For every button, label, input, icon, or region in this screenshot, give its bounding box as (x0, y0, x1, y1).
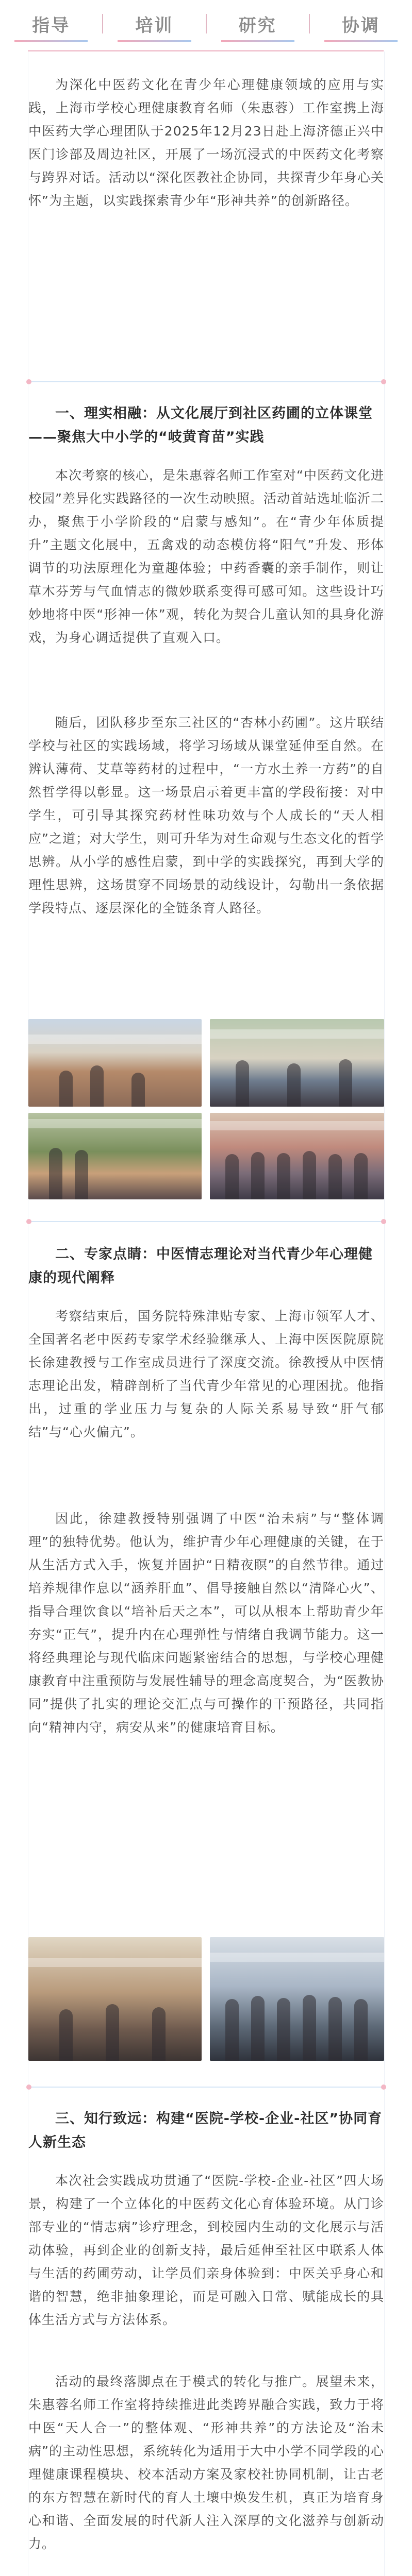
section3-heading: 三、知行致远：构建“医院-学校-企业-社区”协同育人新生态 (28, 2111, 383, 2150)
section1-heading: 一、理实相融：从文化展厅到社区药圃的立体课堂——聚焦大中小学的“岐黄育苗”实践 (28, 405, 373, 445)
section3-paragraph-2: 活动的最终落脚点在于模式的转化与推广。展望未来，朱惠蓉名师工作室将持续推进此类跨界融合实践，致力于将中医“天人合一”的整体观、“形神共养”的方法论及“治未病”的主动性思想，系统转化为适用于大中小学不同学段的心理健康课程模块、校本活动方案及家校社协同机制，让古老的东方智慧在新时代的育人土壤中焕发生机，真正为培育身心和谐、全面发展的时代新人注入深厚的文化滋养与创新动力。 (28, 2374, 384, 2551)
photo-group-visit (210, 1019, 384, 1107)
article-card (28, 52, 385, 2576)
section2-heading: 二、专家点睛：中医情志理论对当代青少年心理健康的现代阐释 (28, 1246, 373, 1286)
tab-training[interactable]: 培训 (103, 0, 205, 47)
photo-group-portrait (210, 1113, 384, 1199)
section1-paragraph-2: 随后，团队移步至东三社区的“杏林小药圃”。这片联结学校与社区的实践场域，将学习场域从课堂延伸至自然。在辨认薄荷、艾草等药材的过程中，“一方水土养一方药”的自然哲学得以彰显。这一场景启示着更丰富的学段衔接：对中学生，可引导其探究药材性味功效与个人成长的“天人相应”之道；对大学生，则可升华为对生命观与生态文化的哲学思辨。从小学的感性启蒙，到中学的实践探究，再到大学的理性思辨，这场贯穿不同场景的动线设计，勾勒出一条依据学段特点、逐层深化的全链条育人路径。 (28, 715, 384, 916)
photo-exhibition-hall (28, 1019, 202, 1107)
section2-paragraph-2: 因此，徐建教授特别强调了中医“治未病”与“整体调理”的独特优势。他认为，维护青少年心理健康的关键，在于从生活方式入手，恢复并固护“日精夜瞑”的自然节律。通过培养规律作息以“涵养肝血”、倡导接触自然以“清降心火”、指导合理饮食以“培补后天之本”，可以从根本上帮助青少年夯实“正气”，提升内在心理弹性与情绪自我调节能力。这一将经典理论与现代临床问题紧密结合的思想，与学校心理健康教育中注重预防与发展性辅导的理念高度契合，为“医教协同”提供了扎实的理论交汇点与可操作的干预路径，共同指向“精神内守，病安从来”的健康培育目标。 (28, 1511, 384, 1735)
photo-expert-group (210, 1937, 384, 2061)
section1-paragraph-1: 本次考察的核心，是朱惠蓉名师工作室对“中医药文化进校园”差异化实践路径的一次生动映照。活动首站选址临沂二办，聚焦于小学阶段的“启蒙与感知”。在“青少年体质提升”主题文化展中，五禽戏的动态模仿将“阳气”升发、形体调节的功法原理化为童趣体验；中药香囊的亲手制作，则让草木芬芳与气血情志的微妙联系变得可感可知。这些设计巧妙地将中医“形神一体”观，转化为契合儿童认知的具身化游戏，为身心调适提供了直观入口。 (28, 468, 384, 645)
tab-guidance[interactable]: 指导 (0, 0, 102, 47)
photo-herb-garden (28, 1113, 202, 1199)
section-divider (28, 2087, 384, 2088)
tab-bar (0, 0, 412, 47)
photo-expert-discussion (28, 1937, 202, 2061)
tab-research[interactable]: 研究 (207, 0, 309, 47)
section3-paragraph-1: 本次社会实践成功贯通了“医院-学校-企业-社区”四大场景，构建了一个立体化的中医药文化心育体验环境。从门诊部专业的“情志病”诊疗理念，到校园内生动的文化展示与活动体验，再到企业的创新支持，最后延伸至社区中联系人体与生活的药圃劳动，让学员们亲身体验到：中医关乎身心和谐的智慧，绝非抽象理论，而是可融入日常、赋能成长的具体生活方式与方法体系。 (28, 2173, 384, 2327)
section-divider (28, 1221, 384, 1222)
section2-paragraph-1: 考察结束后，国务院特殊津贴专家、上海市领军人才、全国著名老中医药专家学术经验继承人、上海中医医院原院长徐建教授与工作室成员进行了深度交流。徐教授从中医情志理论出发，精辟剖析了当代青少年常见的心理困扰。他指出，过重的学业压力与复杂的人际关系易导致“肝气郁结”与“心火偏亢”。 (28, 1309, 384, 1439)
tab-coordination[interactable]: 协调 (310, 0, 412, 47)
intro-paragraph: 为深化中医药文化在青少年心理健康领域的应用与实践，上海市学校心理健康教育名师（朱惠蓉）工作室携上海中医药大学心理团队于2025年12月23日赴上海济德正兴中医门诊部及周边社区，开展了一场沉浸式的中医药文化考察与跨界对话。活动以“深化医教社企协同，共探青少年身心关怀”为主题，以实践探索青少年“形神共养”的创新路径。 (28, 77, 384, 208)
section-divider (28, 381, 384, 382)
